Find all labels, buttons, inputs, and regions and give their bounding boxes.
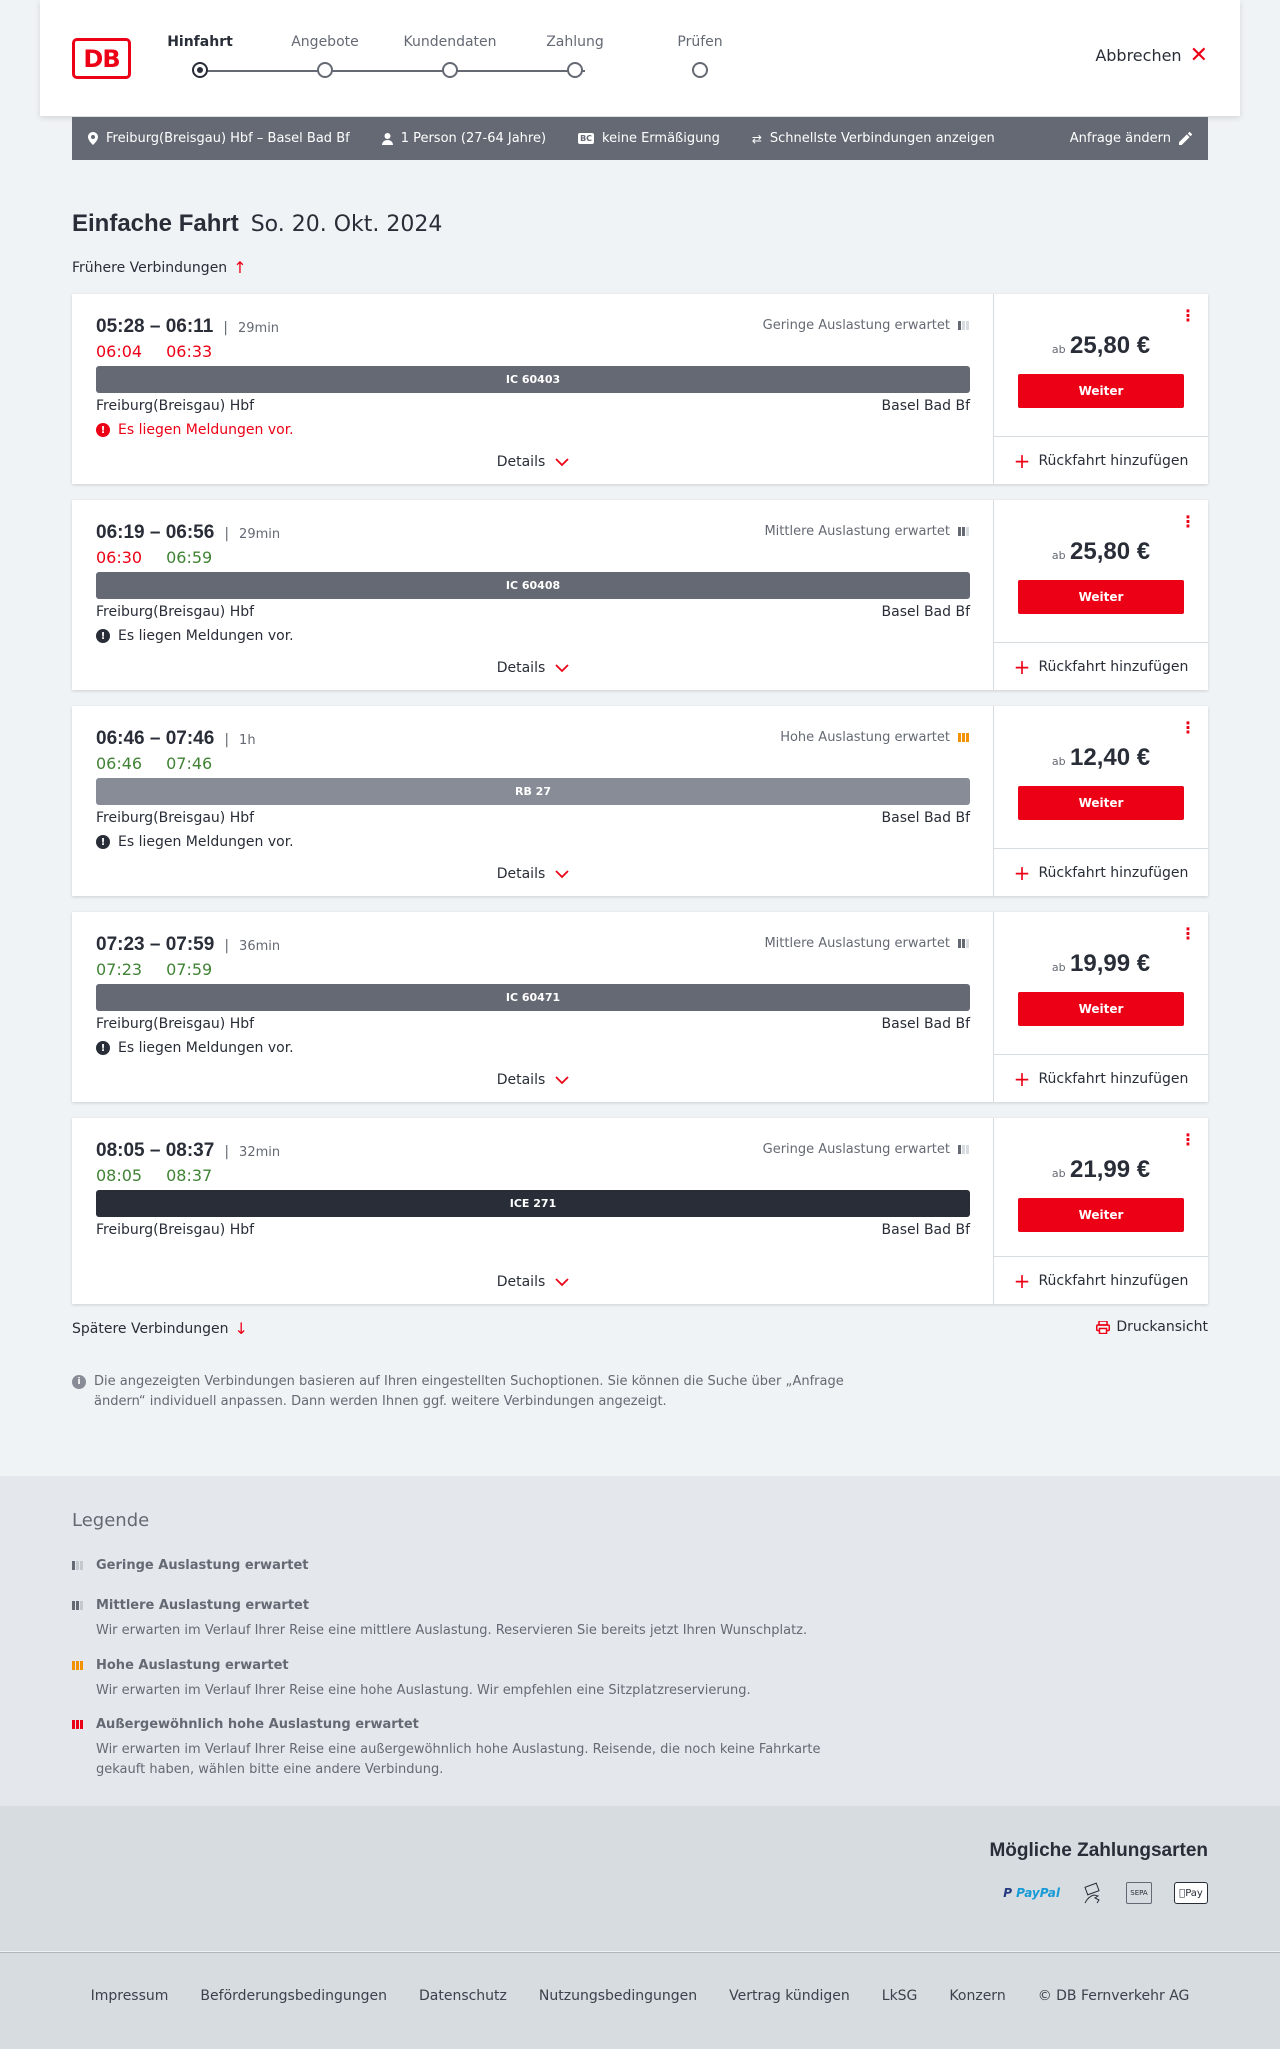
continue-button[interactable]: Weiter [1018,580,1184,614]
alert-icon: ! [96,835,110,849]
add-return-trip-button[interactable] [994,848,1208,896]
stations [96,810,970,826]
db-logo-text: DB [83,44,120,73]
details-toggle[interactable] [72,1072,994,1088]
price-prefix: ab [1051,343,1066,356]
step-label: Kundendaten [403,34,497,50]
duration: 1h [239,733,256,748]
add-return-trip-button[interactable] [994,642,1208,690]
occupancy-text: Geringe Auslastung erwartet [762,1142,950,1157]
price-prefix: ab [1051,1167,1066,1180]
more-options-icon[interactable]: ⋮ [1180,306,1196,325]
messages-notice[interactable] [96,834,294,850]
scheduled-times: 07:23 – 07:59 [96,934,215,955]
price-panel [994,706,1208,896]
footer [0,1952,1280,2049]
price-panel [994,294,1208,484]
footer-link-impressum[interactable]: Impressum [90,1988,169,2004]
progress-stepper [167,34,723,84]
payment-icons [1003,1882,1208,1904]
chevron-down-icon [555,870,569,879]
realtime-times [96,754,212,773]
continue-button[interactable]: Weiter [1018,1198,1184,1232]
connection-card [72,500,1208,690]
plus-icon: + [1013,1066,1031,1091]
price-prefix: ab [1051,961,1066,974]
departure-station: Freiburg(Breisgau) Hbf [96,1222,255,1238]
separator: | [224,938,230,954]
departure-station: Freiburg(Breisgau) Hbf [96,604,255,620]
fastest-text: Schnellste Verbindungen anzeigen [769,131,995,146]
occupancy-indicator [763,1142,969,1157]
separator: | [224,526,230,542]
stations [96,1016,970,1032]
notice-text: Es liegen Meldungen vor. [118,628,294,644]
load-high-icon [958,733,969,742]
details-label: Details [496,1072,546,1088]
arrow-up-icon: ↑ [233,258,247,277]
duration: 36min [239,939,281,954]
payment-title: Mögliche Zahlungsarten [989,1840,1208,1861]
search-discount [578,131,720,146]
realtime-arrival: 07:46 [166,754,213,773]
train-bar[interactable] [96,778,970,805]
printer-icon [1096,1321,1110,1334]
earlier-label: Frühere Verbindungen [72,259,228,276]
edit-request-button[interactable] [1070,131,1192,146]
separator: | [224,732,230,748]
step-dot [692,62,708,78]
price [994,332,1208,360]
paypal-text-pal: Pal [1039,1886,1060,1900]
price-amount: 19,99 € [1070,950,1151,977]
load-low-icon [958,1145,969,1154]
scheduled-times: 06:19 – 06:56 [96,522,215,543]
arrival-station: Basel Bad Bf [881,810,970,826]
continue-button[interactable]: Weiter [1018,786,1184,820]
duration: 29min [237,321,280,336]
occupancy-indicator [764,936,969,951]
paypal-text-pay: Pay [1016,1886,1040,1900]
legend-item-title: Außergewöhnlich hohe Auslastung erwartet [96,1717,419,1732]
realtime-times [96,1166,212,1185]
load-medium-icon [72,1601,88,1610]
load-high-icon [72,1661,88,1670]
legend-section [0,1476,1280,1806]
search-route [88,131,350,146]
details-toggle[interactable] [72,660,994,676]
print-view-link[interactable] [1096,1319,1208,1335]
departure-station: Freiburg(Breisgau) Hbf [96,1016,255,1032]
separator: | [224,1144,230,1160]
train-name: ICE 271 [509,1197,557,1210]
legend-item-title: Mittlere Auslastung erwartet [96,1598,310,1613]
realtime-departure: 08:05 [96,1166,143,1185]
price-prefix: ab [1051,755,1066,768]
discount-text: keine Ermäßigung [602,131,720,146]
legend-item-high [72,1658,872,1701]
details-label: Details [496,1274,546,1290]
passengers-text: 1 Person (27-64 Jahre) [400,131,547,146]
price-panel [994,1118,1208,1304]
load-medium-icon [958,939,969,948]
realtime-arrival: 06:33 [166,342,213,361]
train-bar[interactable] [96,366,970,393]
scheduled-times: 05:28 – 06:11 [96,316,214,337]
connection-main [72,1118,994,1304]
connection-times [96,728,256,750]
details-toggle[interactable] [72,454,994,470]
page-title [72,210,442,238]
connection-card [72,912,1208,1102]
notice-text: Es liegen Meldungen vor. [118,422,294,438]
details-toggle[interactable] [72,866,994,882]
legend-item-desc: Wir erwarten im Verlauf Ihrer Reise eine außergewöhnlich hohe Auslastung. Reisende, die noch keine Fahrkarte gekauft haben, wählen bitte eine andere Verbindung. [96,1742,821,1777]
more-options-icon[interactable]: ⋮ [1180,718,1196,737]
print-label: Druckansicht [1116,1319,1208,1335]
creditcard-icon [1082,1882,1104,1904]
train-bar[interactable] [96,984,970,1011]
price-amount: 12,40 € [1070,744,1151,771]
duration: 32min [239,1145,281,1160]
realtime-arrival: 07:59 [166,960,213,979]
route-text: Freiburg(Breisgau) Hbf – Basel Bad Bf [106,131,350,146]
cancel-button[interactable] [1095,42,1208,68]
plus-icon: + [1013,448,1031,473]
occupancy-indicator [763,318,969,333]
connection-times [96,522,280,544]
occupancy-text: Mittlere Auslastung erwartet [764,936,950,951]
legend-title: Legende [72,1510,150,1531]
separator: | [223,320,228,336]
price-panel [994,500,1208,690]
price-amount: 21,99 € [1070,1156,1151,1183]
messages-notice[interactable] [96,628,294,644]
connection-main [72,294,994,484]
connection-times [96,1140,280,1162]
chevron-down-icon [555,1076,569,1085]
footer-copyright: © DB Fernverkehr AG [1037,1988,1190,2004]
train-bar[interactable] [96,1190,970,1217]
step-label: Zahlung [546,34,604,50]
arrival-station: Basel Bad Bf [881,1016,970,1032]
connection-card [72,706,1208,896]
connection-card [72,294,1208,484]
trip-type: Einfache Fahrt [72,210,239,237]
more-options-icon[interactable]: ⋮ [1180,512,1196,531]
search-passengers [382,131,546,146]
cancel-label: Abbrechen [1095,46,1182,65]
later-label: Spätere Verbindungen [72,1320,229,1337]
realtime-departure: 06:30 [96,548,143,567]
applepay-text: Pay [1182,1887,1200,1899]
notice-text: Es liegen Meldungen vor. [118,1040,294,1056]
arrival-station: Basel Bad Bf [881,398,970,414]
location-pin-icon [88,132,98,145]
legend-item-desc: Wir erwarten im Verlauf Ihrer Reise eine hohe Auslastung. Wir empfehlen eine Sitzplatzreservierung. [96,1683,751,1698]
realtime-departure: 07:23 [96,960,143,979]
load-extreme-icon [72,1720,88,1729]
add-return-trip-button[interactable] [994,436,1208,484]
messages-notice[interactable] [96,1040,294,1056]
person-icon [382,133,393,145]
booking-header [40,0,1240,116]
connection-main [72,912,994,1102]
train-name: RB 27 [515,785,551,798]
stations [96,398,970,414]
footer-link-nutzungsbedingungen[interactable]: Nutzungsbedingungen [538,1988,698,2004]
legend-item-desc: Wir erwarten im Verlauf Ihrer Reise eine mittlere Auslastung. Reservieren Sie bereits jetzt Ihren Wunschplatz. [96,1623,808,1638]
price-prefix: ab [1051,549,1066,562]
paypal-icon: P Pay Pal [1003,1886,1060,1900]
applepay-icon [1174,1882,1208,1904]
price [994,1156,1208,1184]
legend-item-title: Hohe Auslastung erwartet [96,1658,289,1673]
step-angebote [265,34,385,78]
info-icon: i [72,1375,86,1389]
edit-request-label: Anfrage ändern [1069,131,1171,146]
details-label: Details [496,866,546,882]
earlier-connections-link[interactable] [72,258,247,277]
plus-icon: + [1013,860,1031,885]
add-return-label: Rückfahrt hinzufügen [1038,864,1189,881]
add-return-label: Rückfahrt hinzufügen [1038,658,1189,675]
price [994,744,1208,772]
occupancy-text: Geringe Auslastung erwartet [762,318,950,333]
add-return-label: Rückfahrt hinzufügen [1038,1070,1189,1087]
add-return-trip-button[interactable] [994,1054,1208,1102]
footer-link-datenschutz[interactable]: Datenschutz [418,1988,507,2004]
details-label: Details [496,454,546,470]
step-dot [567,62,583,78]
occupancy-text: Mittlere Auslastung erwartet [764,524,950,539]
plus-icon: + [1013,654,1031,679]
connection-main [72,706,994,896]
alert-icon: ! [96,629,110,643]
departure-station: Freiburg(Breisgau) Hbf [96,398,255,414]
price [994,538,1208,566]
occupancy-indicator [764,524,969,539]
load-low-icon [72,1561,88,1570]
search-summary-bar [72,117,1208,160]
chevron-down-icon [555,1278,569,1287]
later-connections-link[interactable] [72,1319,248,1338]
trip-date: So. 20. Okt. 2024 [250,212,443,237]
realtime-arrival: 06:59 [166,548,213,567]
load-low-icon [958,321,969,330]
arrival-station: Basel Bad Bf [881,1222,970,1238]
payment-methods-section [0,1806,1280,1951]
footer-link-konzern[interactable]: Konzern [949,1988,1006,2004]
connection-main [72,500,994,690]
realtime-times [96,548,212,567]
search-info-note [72,1372,852,1412]
occupancy-indicator [780,730,969,745]
search-fastest [752,131,995,146]
duration: 29min [239,527,281,542]
step-label: Prüfen [677,34,723,50]
alert-icon: ! [96,1041,110,1055]
legend-item-low [72,1558,872,1573]
arrow-down-icon: ↓ [234,1319,248,1338]
step-label: Hinfahrt [167,34,233,50]
step-zahlung [515,34,635,78]
legend-item-extreme [72,1717,872,1780]
occupancy-text: Hohe Auslastung erwartet [780,730,950,745]
footer-link-lksg[interactable]: LkSG [881,1988,918,2004]
swap-arrows-icon: ⇄ [751,131,762,146]
more-options-icon[interactable]: ⋮ [1180,1130,1196,1149]
bahncard-icon: BC [580,134,593,143]
alert-icon: ! [96,423,110,437]
price-panel [994,912,1208,1102]
more-options-icon[interactable]: ⋮ [1180,924,1196,943]
train-name: IC 60403 [505,373,561,386]
step-dot [442,62,458,78]
realtime-times [96,960,212,979]
details-toggle[interactable] [72,1274,994,1290]
price-amount: 25,80 € [1070,332,1151,359]
close-icon: ✕ [1189,42,1208,68]
step-label: Angebote [291,34,359,50]
db-logo[interactable] [72,38,131,79]
step-hinfahrt [140,34,260,78]
footer-link-vertrag-kuendigen[interactable]: Vertrag kündigen [729,1988,850,2004]
realtime-departure: 06:46 [96,754,143,773]
train-name: IC 60471 [505,991,561,1004]
load-medium-icon [958,527,969,536]
notice-text: Es liegen Meldungen vor. [118,834,294,850]
price [994,950,1208,978]
continue-button[interactable]: Weiter [1018,992,1184,1026]
sepa-icon: SEPA [1126,1882,1152,1904]
step-dot [317,62,333,78]
realtime-arrival: 08:37 [166,1166,213,1185]
realtime-times [96,342,212,361]
stations [96,1222,970,1238]
legend-item-title: Geringe Auslastung erwartet [96,1558,309,1573]
info-text: Die angezeigten Verbindungen basieren auf Ihren eingestellten Suchoptionen. Sie können die Suche über „Anfrage ändern“ individuell anpassen. Dann werden Ihnen ggf. weitere Verbindungen angezeigt. [94,1374,844,1409]
messages-notice[interactable] [96,422,294,438]
plus-icon: + [1013,1268,1031,1293]
connection-times [96,316,279,338]
pencil-icon [1179,132,1192,145]
departure-station: Freiburg(Breisgau) Hbf [96,810,255,826]
train-name: IC 60408 [505,579,561,592]
step-dot [192,62,208,78]
connection-times [96,934,280,956]
details-label: Details [496,660,546,676]
footer-link-befoerderungsbedingungen[interactable]: Beförderungsbedingungen [200,1988,387,2004]
arrival-station: Basel Bad Bf [881,604,970,620]
chevron-down-icon [555,664,569,673]
add-return-label: Rückfahrt hinzufügen [1038,452,1189,469]
continue-button[interactable]: Weiter [1018,374,1184,408]
price-amount: 25,80 € [1070,538,1151,565]
train-bar[interactable] [96,572,970,599]
stations [96,604,970,620]
scheduled-times: 06:46 – 07:46 [96,728,215,749]
legend-item-medium [72,1598,872,1641]
step-pruefen [640,34,760,78]
add-return-label: Rückfahrt hinzufügen [1038,1272,1189,1289]
chevron-down-icon [555,458,569,467]
scheduled-times: 08:05 – 08:37 [96,1140,215,1161]
add-return-trip-button[interactable] [994,1256,1208,1304]
step-kundendaten [390,34,510,78]
connection-card [72,1118,1208,1304]
realtime-departure: 06:04 [96,342,143,361]
